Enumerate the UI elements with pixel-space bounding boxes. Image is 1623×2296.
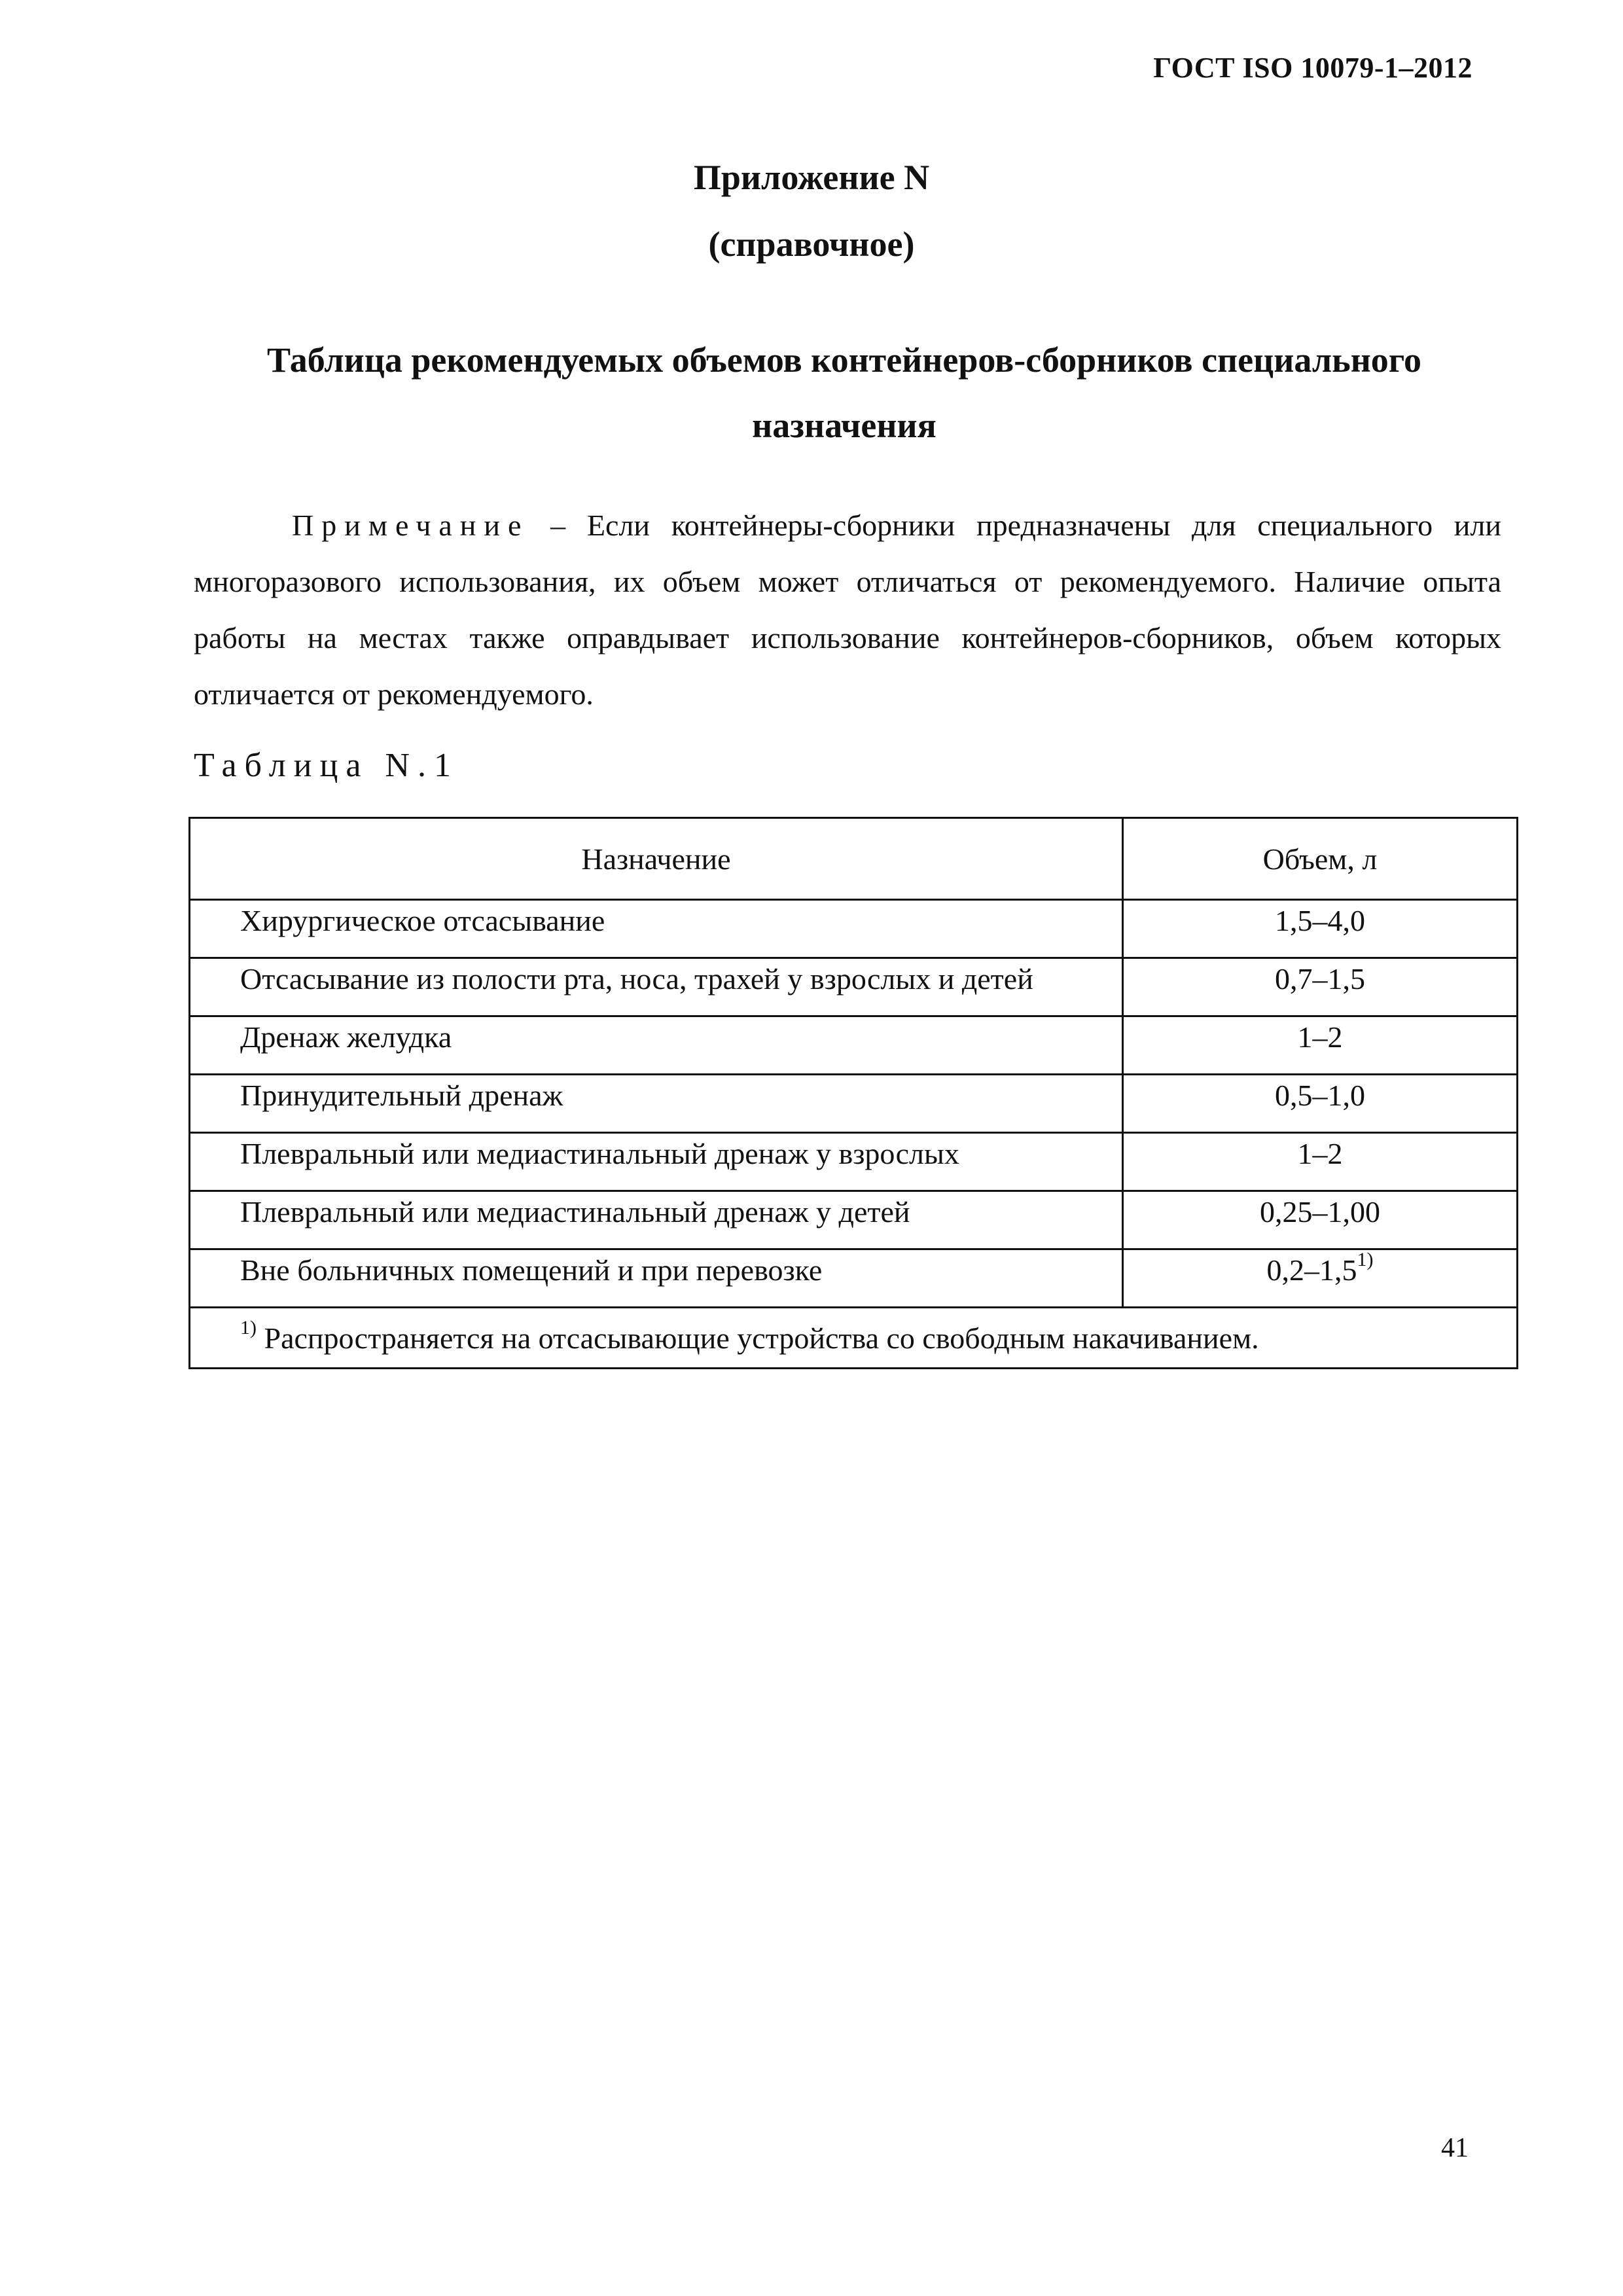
table-row xyxy=(190,900,1518,958)
volume-cell xyxy=(1122,1075,1517,1133)
table-footnote-row xyxy=(190,1308,1518,1369)
table-row xyxy=(190,1016,1518,1075)
volume-cell xyxy=(1122,958,1517,1016)
volume-cell xyxy=(1122,900,1517,958)
header-volume: Объем, л xyxy=(1122,818,1517,900)
note-text: – Если контейнеры-сборники предназначены для специального или многоразового использования, их объем может отличаться от рекомендуемого. Наличие опыта работы на местах также оправдывает использование контейнеров-сборников, объем которых отличается от рекомендуемого. xyxy=(194,509,1501,711)
volume-value: 1–2 xyxy=(1297,1020,1343,1054)
appendix-title: Приложение N xyxy=(693,158,930,197)
purpose-cell: Отсасывание из полости рта, носа, трахей у взрослых и детей xyxy=(190,958,1123,1016)
volume-cell xyxy=(1122,1016,1517,1075)
volume-value: 1–2 xyxy=(1297,1137,1343,1170)
purpose-cell: Вне больничных помещений и при перевозке xyxy=(190,1249,1123,1308)
volume-value: 0,25–1,00 xyxy=(1259,1195,1380,1229)
standard-number: ГОСТ ISO 10079-1–2012 xyxy=(1153,52,1472,84)
volume-value: 0,5–1,0 xyxy=(1274,1079,1365,1112)
purpose-cell: Принудительный дренаж xyxy=(190,1075,1123,1133)
volume-footnote-mark: 1) xyxy=(1357,1249,1374,1270)
purpose-cell: Хирургическое отсасывание xyxy=(190,900,1123,958)
section-title: Таблица рекомендуемых объемов контейнеров-сборников специального назначения xyxy=(267,340,1421,445)
volume-cell xyxy=(1122,1133,1517,1191)
table-caption: Таблица N.1 xyxy=(194,747,459,784)
appendix-subtitle: (справочное) xyxy=(708,224,915,264)
volume-value: 0,7–1,5 xyxy=(1274,962,1365,996)
volume-value: 1,5–4,0 xyxy=(1274,904,1365,937)
purpose-cell: Дренаж желудка xyxy=(190,1016,1123,1075)
table-row xyxy=(190,1075,1518,1133)
table-header-row xyxy=(190,818,1518,900)
table-row xyxy=(190,958,1518,1016)
volume-value: 0,2–1,5 xyxy=(1266,1253,1357,1287)
table-row xyxy=(190,1191,1518,1249)
purpose-cell: Плевральный или медиастинальный дренаж у взрослых xyxy=(190,1133,1123,1191)
volume-cell xyxy=(1122,1249,1517,1308)
purpose-cell: Плевральный или медиастинальный дренаж у детей xyxy=(190,1191,1123,1249)
footnote-mark: 1) xyxy=(240,1316,257,1338)
header-purpose: Назначение xyxy=(190,818,1123,900)
page-number: 41 xyxy=(1441,2133,1469,2163)
note-paragraph xyxy=(194,497,1501,723)
table-footnote xyxy=(190,1308,1518,1369)
note-label: Примечание xyxy=(292,509,529,542)
table-row xyxy=(190,1133,1518,1191)
table-row xyxy=(190,1249,1518,1308)
volumes-table xyxy=(188,817,1518,1369)
volume-cell xyxy=(1122,1191,1517,1249)
footnote-text: Распространяется на отсасывающие устройства со свободным накачиванием. xyxy=(264,1321,1259,1355)
